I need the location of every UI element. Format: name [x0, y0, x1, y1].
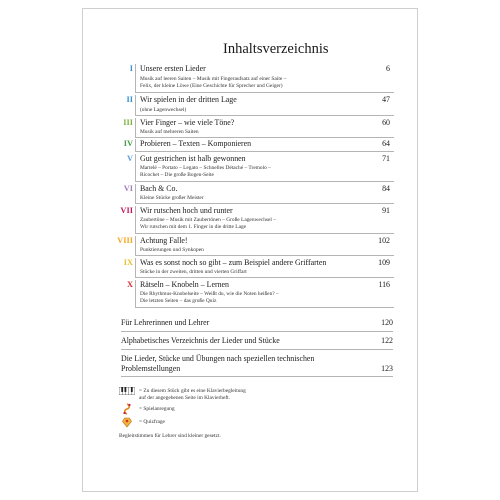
chapter-number: I [129, 64, 133, 73]
entry-box [135, 64, 394, 93]
entry-title-continued: Problemstellungen [121, 364, 181, 373]
entry-box [135, 154, 394, 182]
entry-subtitle: Die Rhythmus-Knobelseite – Weißt du, wie die Noten heißen? – [140, 291, 279, 297]
piano-keys-icon [119, 387, 135, 395]
divider [121, 331, 393, 332]
entry-subtitle: Musik auf leeren Saiten – Musik mit Fingeraufsatz auf einer Saite – [140, 76, 287, 82]
entry-subtitle: Musik auf mehreren Saiten [140, 129, 199, 135]
entry-page: 102 [378, 236, 390, 245]
footnote: Begleitstimmen für Lehrer sind kleiner gesetzt. [119, 433, 221, 439]
toc-extra-teachers [121, 318, 393, 330]
entry-title: Gut gestrichen ist halb gewonnen [140, 154, 246, 163]
chapter-number: VII [120, 206, 133, 215]
entry-page: 91 [382, 206, 390, 215]
chapter-number: IV [123, 139, 133, 148]
entry-subtitle: Die letzten Seiten – das große Quiz [140, 298, 217, 304]
entry-subtitle: Kleine Stücke großer Meister [140, 195, 204, 201]
entry-title: Die Lieder, Stücke und Übungen nach speziellen technischen [121, 354, 315, 363]
entry-box [135, 258, 394, 278]
page-title: Inhaltsverzeichnis [223, 41, 329, 57]
divider [121, 376, 393, 377]
legend-text: = Quizfrage [139, 419, 165, 425]
entry-title: Rätseln – Knobeln – Lernen [140, 280, 229, 289]
play-idea-icon [121, 403, 133, 415]
entry-box [135, 118, 394, 138]
entry-subtitle: Wir rutschen mit dem 1. Finger in die dritte Lage [140, 224, 247, 230]
entry-title: Was es sonst noch so gibt – zum Beispiel andere Griffarten [140, 258, 327, 267]
chapter-number: VI [123, 184, 133, 193]
entry-box [135, 236, 394, 256]
chapter-number: X [126, 280, 133, 289]
entry-subtitle: (ohne Lagenwechsel) [140, 107, 187, 113]
entry-box [135, 206, 394, 234]
chapter-number: V [126, 154, 133, 163]
entry-page: 109 [378, 258, 390, 267]
chapter-number: II [126, 95, 133, 104]
entry-subtitle: Stücke in der zweiten, dritten und vierten Griffart [140, 269, 247, 275]
entry-subtitle: Martelé – Portato – Legato – Schnelles Détaché – Tremolo – [140, 165, 271, 171]
entry-title: Probieren – Texten – Komponieren [140, 139, 252, 148]
entry-box [135, 280, 394, 308]
entry-page: 122 [381, 336, 393, 345]
entry-title: Wir spielen in der dritten Lage [140, 95, 237, 104]
entry-subtitle: Felix, der kleine Löwe (Eine Geschichte für Sprecher und Geiger) [140, 83, 283, 89]
entry-title: Alphabetisches Verzeichnis der Lieder und Stücke [121, 336, 280, 345]
entry-page: 64 [382, 139, 390, 148]
book-page [82, 8, 418, 492]
entry-page: 116 [378, 280, 390, 289]
divider [121, 349, 393, 350]
legend-text: auf der angegebenen Seite im Klavierheft. [139, 395, 231, 401]
entry-subtitle: Punktierungen und Synkopen [140, 247, 204, 253]
entry-title: Vier Finger – wie viele Töne? [140, 118, 235, 127]
toc-extra-index [121, 336, 393, 348]
entry-page: 6 [386, 64, 390, 73]
entry-page: 120 [381, 318, 393, 327]
entry-box [135, 95, 394, 116]
chapter-number: VIII [117, 236, 133, 245]
entry-title: Bach & Co. [140, 184, 178, 193]
entry-subtitle: Ricochet – Die große Bogen-Seite [140, 172, 214, 178]
entry-page: 123 [381, 364, 393, 373]
entry-title: Für Lehrerinnen und Lehrer [121, 318, 210, 327]
entry-page: 60 [382, 118, 390, 127]
quiz-icon [121, 416, 133, 428]
entry-page: 84 [382, 184, 390, 193]
entry-page: 47 [382, 95, 390, 104]
entry-title: Wir rutschen hoch und runter [140, 206, 233, 215]
entry-title: Unsere ersten Lieder [140, 64, 206, 73]
entry-box [135, 184, 394, 204]
entry-page: 71 [382, 154, 390, 163]
chapter-number: IX [123, 258, 133, 267]
legend-text: = Spielanregung [139, 406, 175, 412]
entry-title: Achtung Falle! [140, 236, 188, 245]
toc-extra-technical [121, 354, 393, 376]
chapter-number: III [123, 118, 133, 127]
entry-subtitle: Zaubertöne – Musik mit Zaubertönen – Große Lagenwechsel – [140, 217, 276, 223]
entry-box [135, 139, 394, 152]
legend-text: = Zu diesem Stück gibt es eine Klavierbegleitung [139, 388, 246, 394]
